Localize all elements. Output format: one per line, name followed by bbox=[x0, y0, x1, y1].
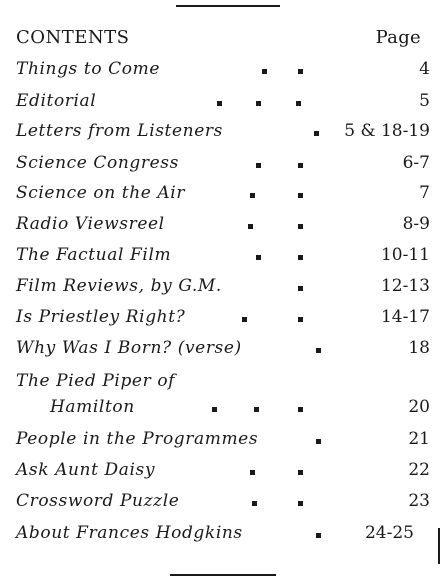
toc-entry-page: 4 bbox=[419, 59, 430, 79]
toc-entry-page: 23 bbox=[408, 491, 430, 511]
margin-bracket bbox=[438, 528, 446, 564]
leader-dot bbox=[316, 348, 321, 353]
toc-entry-title: Is Priestley Right? bbox=[16, 307, 186, 327]
leader-dot bbox=[217, 101, 222, 106]
toc-entry-title: About Frances Hodgkins bbox=[16, 523, 243, 543]
toc-entry-title: The Pied Piper of bbox=[16, 371, 176, 391]
toc-entry bbox=[16, 56, 430, 82]
toc-entry-page: 20 bbox=[408, 397, 430, 417]
toc-entry-title: Film Reviews, by G.M. bbox=[16, 276, 222, 296]
leader-dot bbox=[298, 69, 303, 74]
top-rule bbox=[176, 5, 280, 7]
leader-dot bbox=[256, 101, 261, 106]
toc-entry bbox=[16, 335, 430, 361]
toc-entry bbox=[16, 180, 430, 206]
toc-entry-title: Letters from Listeners bbox=[16, 121, 223, 141]
leader-dot bbox=[248, 224, 253, 229]
leader-dot bbox=[262, 69, 267, 74]
toc-entry bbox=[16, 488, 430, 514]
leader-dot bbox=[298, 163, 303, 168]
bottom-rule bbox=[170, 574, 276, 576]
leader-dot bbox=[316, 533, 321, 538]
leader-dot bbox=[242, 317, 247, 322]
leader-dot bbox=[256, 163, 261, 168]
toc-entry-page: 6-7 bbox=[402, 153, 430, 173]
toc-entry-page: 21 bbox=[408, 429, 430, 449]
toc-entry bbox=[16, 211, 430, 237]
leader-dot bbox=[212, 407, 217, 412]
toc-entry-page: 10-11 bbox=[380, 245, 430, 265]
leader-dot bbox=[298, 317, 303, 322]
leader-dot bbox=[314, 131, 319, 136]
leader-dot bbox=[298, 255, 303, 260]
toc-entry-title: Ask Aunt Daisy bbox=[16, 460, 156, 480]
toc-entry bbox=[16, 368, 430, 422]
toc-entry-page: 12-13 bbox=[380, 276, 430, 296]
leader-dot bbox=[254, 407, 259, 412]
toc-entry-page: 24-25 bbox=[364, 523, 414, 543]
toc-entry-title: The Factual Film bbox=[16, 245, 172, 265]
leader-dot bbox=[252, 501, 257, 506]
toc-entry bbox=[16, 150, 430, 176]
toc-entry bbox=[16, 88, 430, 114]
toc-entry bbox=[16, 426, 430, 452]
leader-dot bbox=[298, 501, 303, 506]
contents-header bbox=[16, 27, 421, 48]
toc-entry bbox=[16, 520, 430, 546]
leader-dot bbox=[250, 193, 255, 198]
leader-dot bbox=[250, 470, 255, 475]
toc-entry bbox=[16, 273, 430, 299]
toc-entry-title-continued: Hamilton bbox=[50, 397, 135, 417]
toc-entry-page: 22 bbox=[408, 460, 430, 480]
toc-entry-page: 14-17 bbox=[380, 307, 430, 327]
toc-entry-title: Why Was I Born? (verse) bbox=[16, 338, 242, 358]
toc-entry bbox=[16, 304, 430, 330]
leader-dot bbox=[256, 255, 261, 260]
toc-entry-title: Crossword Puzzle bbox=[16, 491, 180, 511]
toc-entry-page: 5 & 18-19 bbox=[344, 121, 430, 141]
leader-dot bbox=[298, 193, 303, 198]
toc-entry bbox=[16, 457, 430, 483]
toc-entry-title: Science on the Air bbox=[16, 183, 186, 203]
toc-entry-title: Radio Viewsreel bbox=[16, 214, 165, 234]
toc-entry bbox=[16, 118, 430, 144]
leader-dot bbox=[298, 407, 303, 412]
toc-entry-title: Things to Come bbox=[16, 59, 160, 79]
toc-entry-title: People in the Programmes bbox=[16, 429, 259, 449]
toc-entry bbox=[16, 242, 430, 268]
toc-entry-title: Editorial bbox=[16, 91, 97, 111]
leader-dot bbox=[298, 286, 303, 291]
contents-heading: CONTENTS bbox=[16, 27, 130, 48]
page-heading: Page bbox=[375, 27, 421, 48]
toc-entry-page: 7 bbox=[419, 183, 430, 203]
leader-dot bbox=[298, 224, 303, 229]
toc-entry-page: 18 bbox=[408, 338, 430, 358]
leader-dot bbox=[298, 470, 303, 475]
leader-dot bbox=[296, 101, 301, 106]
toc-entry-page: 5 bbox=[419, 91, 430, 111]
toc-entry-page: 8-9 bbox=[402, 214, 430, 234]
toc-entry-title: Science Congress bbox=[16, 153, 179, 173]
leader-dot bbox=[316, 439, 321, 444]
